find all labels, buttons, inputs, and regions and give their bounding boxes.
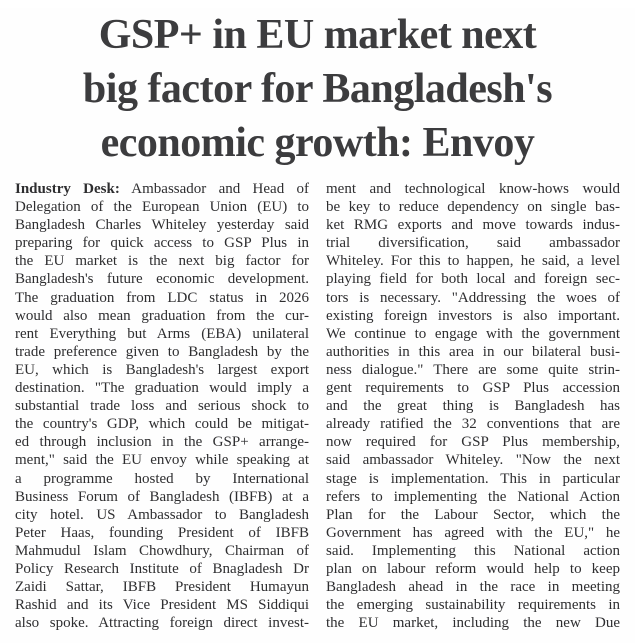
text-line: gent requirements to GSP Plus accession: [326, 380, 620, 397]
article-column: [326, 180, 620, 632]
text-line: Whiteley. For this to happen, he said, a level: [326, 253, 620, 270]
text-line: Rashid and its Vice President MS Siddiqui: [15, 597, 309, 614]
text-line: ment and technological know-hows would: [326, 181, 620, 197]
text-line: ket RMG exports and move towards indus-: [326, 217, 620, 234]
headline-line: big factor for Bangladesh's: [82, 66, 553, 112]
text-line: We continue to engage with the government: [326, 325, 620, 342]
text-line: refers to implementing the National Action: [326, 488, 620, 505]
text-line: the country's GDP, which could be mitigat-: [15, 416, 309, 433]
text-line: Peter Haas, founding President of IBFB: [15, 524, 309, 541]
text-line: ness dialogue." There are some quite strin-: [326, 361, 620, 378]
text-line: ed through inclusion in the GSP+ arrange-: [15, 434, 309, 451]
article-headline: [6, 8, 629, 170]
text-line: The graduation from LDC status in 2026: [15, 289, 309, 306]
text-line: Bangladesh Charles Whiteley yesterday said: [15, 217, 309, 234]
text-line: said. Implementing this National action: [326, 542, 620, 559]
text-line: be key to reduce dependency on single bas-: [326, 199, 620, 216]
text-line: substantial trade loss and serious shock to: [15, 398, 309, 415]
text-line: Industry Desk: Ambassador and Head of: [15, 181, 309, 197]
text-line: Zaidi Sattar, IBFB President Humayun: [15, 579, 309, 596]
text-line: Delegation of the European Union (EU) to: [15, 199, 309, 216]
headline-line: economic growth: Envoy: [100, 120, 535, 166]
text-line: city hotel. US Ambassador to Bangladesh: [15, 506, 309, 523]
text-line: Business Forum of Bangladesh (IBFB) at a: [15, 488, 309, 505]
text-line: also spoke. Attracting foreign direct invest-: [15, 615, 309, 632]
text-line: playing field for both local and foreign sec-: [326, 271, 620, 288]
headline-line: GSP+ in EU market next: [98, 12, 537, 58]
text-line: Plan for the Labour Sector, which the: [326, 506, 620, 523]
text-line: would also mean graduation from the cur-: [15, 307, 309, 324]
article-body: [15, 180, 620, 632]
text-line: stage is implementation. This in particular: [326, 470, 620, 487]
text-line: the EU market, including the new Due: [326, 615, 620, 632]
newspaper-article-page: [0, 8, 635, 643]
text-line: rent Everything but Arms (EBA) unilateral: [15, 325, 309, 342]
article-column: [15, 180, 309, 632]
text-line: preparing for quick access to GSP Plus in: [15, 235, 309, 252]
text-line: Government has agreed with the EU," he: [326, 524, 620, 541]
text-line: a programme hosted by International: [15, 470, 309, 487]
text-line: authorities in this area in our bilateral busi-: [326, 343, 620, 360]
text-line: Mahmudul Islam Chowdhury, Chairman of: [15, 542, 309, 559]
text-line: tors is necessary. "Addressing the woes of: [326, 289, 620, 306]
text-line: said ambassador Whiteley. "Now the next: [326, 452, 620, 469]
text-line: existing foreign investors is also important.: [326, 307, 620, 324]
text-line: the EU market is the next big factor for: [15, 253, 309, 270]
text-line: destination. "The graduation would imply a: [15, 380, 309, 397]
text-line: the emerging sustainability requirements in: [326, 597, 620, 614]
text-line: trade preference given to Bangladesh by the: [15, 343, 309, 360]
text-line: Policy Research Institute of Bnagladesh Dr: [15, 560, 309, 577]
text-line: plan on labour reform would help to keep: [326, 560, 620, 577]
text-line: Bangladesh's future economic development.: [15, 271, 309, 288]
text-line: now required for GSP Plus membership,: [326, 434, 620, 451]
text-line: already ratified the 32 conventions that are: [326, 416, 620, 433]
text-line: EU, which is Bangladesh's largest export: [15, 361, 309, 378]
text-line: Bangladesh ahead in the race in meeting: [326, 579, 620, 596]
text-line: ment," said the EU envoy while speaking at: [15, 452, 309, 469]
text-line: trial diversification, said ambassador: [326, 235, 620, 252]
byline-label: Industry Desk:: [15, 181, 120, 197]
text-line: and the great thing is Bangladesh has: [326, 398, 620, 415]
